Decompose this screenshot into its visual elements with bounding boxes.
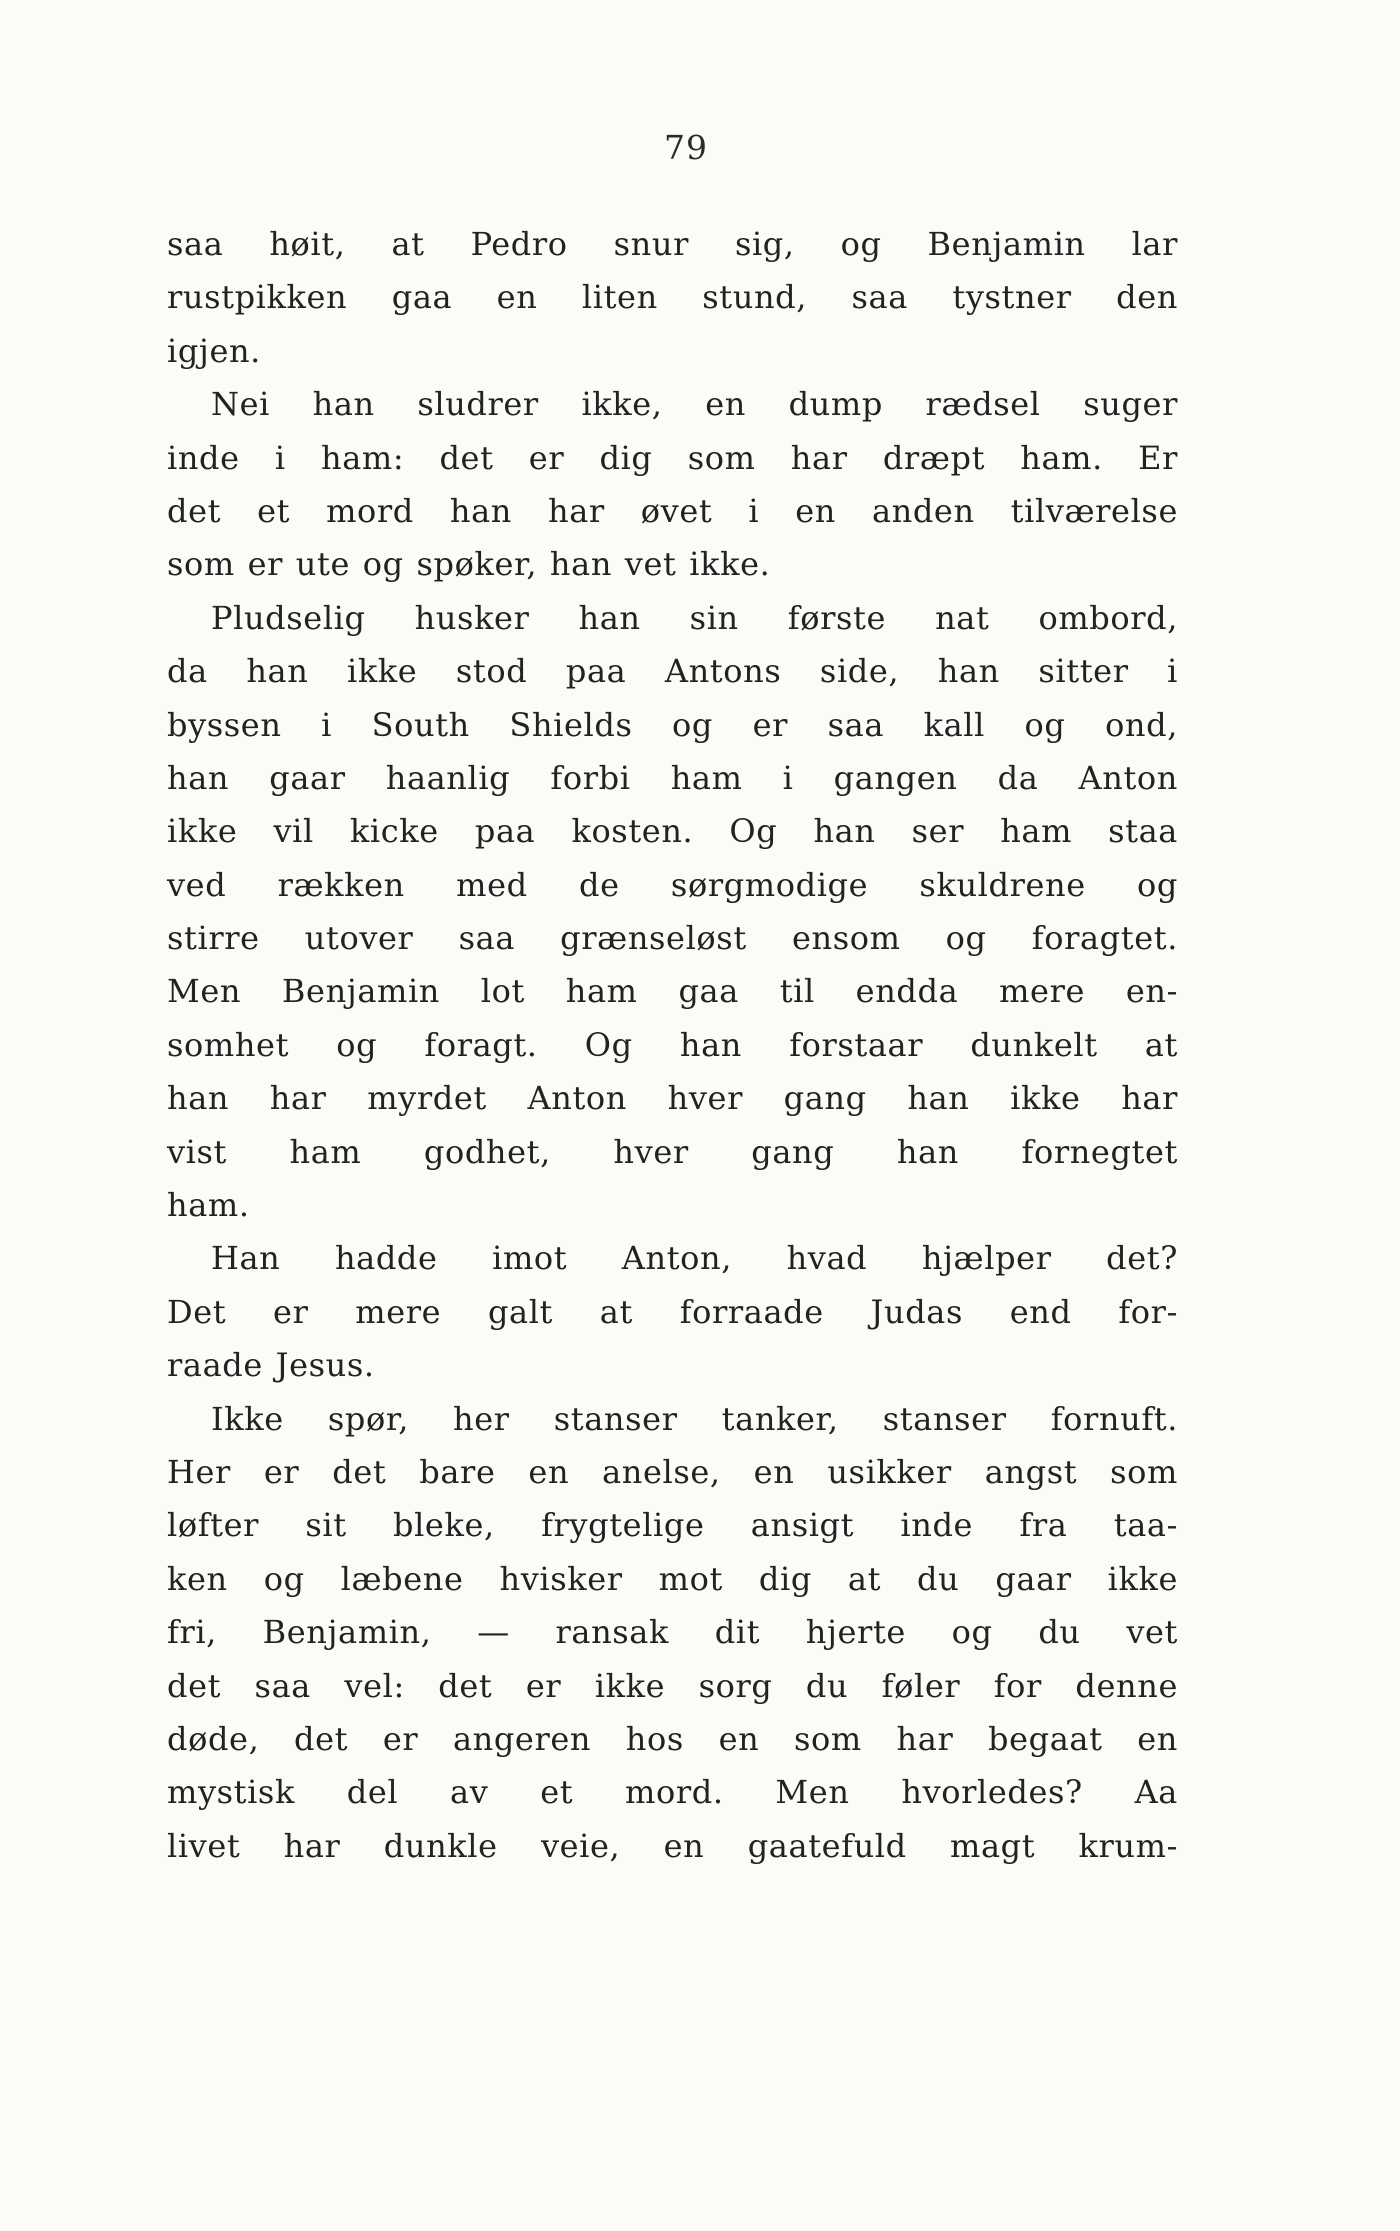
text-line: raade Jesus. [167, 1346, 375, 1385]
text-line: han har myrdet Anton hver gang han ikke har [167, 1079, 1178, 1118]
text-line: vist ham godhet, hver gang han fornegtet [167, 1132, 1178, 1171]
text-line: døde, det er angeren hos en som har begaat en [167, 1719, 1178, 1758]
text-line: stirre utover saa grænseløst ensom og foragtet. [167, 919, 1178, 958]
text-line: mystisk del av et mord. Men hvorledes? Aa [167, 1773, 1178, 1812]
text-line: igjen. [167, 331, 261, 370]
text-line: ken og læbene hvisker mot dig at du gaar ikke [167, 1559, 1178, 1598]
body-text [167, 218, 1178, 1873]
text-line: løfter sit bleke, frygtelige ansigt inde fra taa- [167, 1506, 1178, 1545]
text-line: Ikke spør, her stanser tanker, stanser fornuft. [211, 1399, 1178, 1438]
text-line: Men Benjamin lot ham gaa til endda mere en- [167, 972, 1178, 1011]
text-line: Her er det bare en anelse, en usikker angst som [167, 1452, 1178, 1491]
text-line: ikke vil kicke paa kosten. Og han ser ham staa [167, 812, 1178, 851]
text-line: fri, Benjamin, — ransak dit hjerte og du vet [167, 1613, 1178, 1652]
text-line: da han ikke stod paa Antons side, han sitter i [167, 652, 1178, 691]
text-line: Han hadde imot Anton, hvad hjælper det? [211, 1239, 1178, 1278]
text-line: han gaar haanlig forbi ham i gangen da Anton [167, 758, 1178, 797]
text-line: det et mord han har øvet i en anden tilværelse [167, 491, 1178, 530]
page-number: 79 [664, 128, 708, 167]
text-line: som er ute og spøker, han vet ikke. [167, 545, 771, 584]
text-line: livet har dunkle veie, en gaatefuld magt krum- [167, 1826, 1178, 1865]
text-line: inde i ham: det er dig som har dræpt ham. Er [167, 438, 1178, 477]
text-line: ham. [167, 1186, 250, 1225]
text-line: ved rækken med de sørgmodige skuldrene og [167, 865, 1178, 904]
text-line: Nei han sludrer ikke, en dump rædsel suger [211, 385, 1178, 424]
text-line: byssen i South Shields og er saa kall og ond, [167, 705, 1178, 744]
text-line: rustpikken gaa en liten stund, saa tystner den [167, 278, 1178, 317]
text-line: somhet og foragt. Og han forstaar dunkelt at [167, 1025, 1178, 1064]
text-line: Pludselig husker han sin første nat ombord, [211, 598, 1178, 637]
text-line: det saa vel: det er ikke sorg du føler for denne [167, 1666, 1178, 1705]
text-line: saa høit, at Pedro snur sig, og Benjamin lar [167, 225, 1178, 263]
text-line: Det er mere galt at forraade Judas end for- [167, 1292, 1178, 1331]
